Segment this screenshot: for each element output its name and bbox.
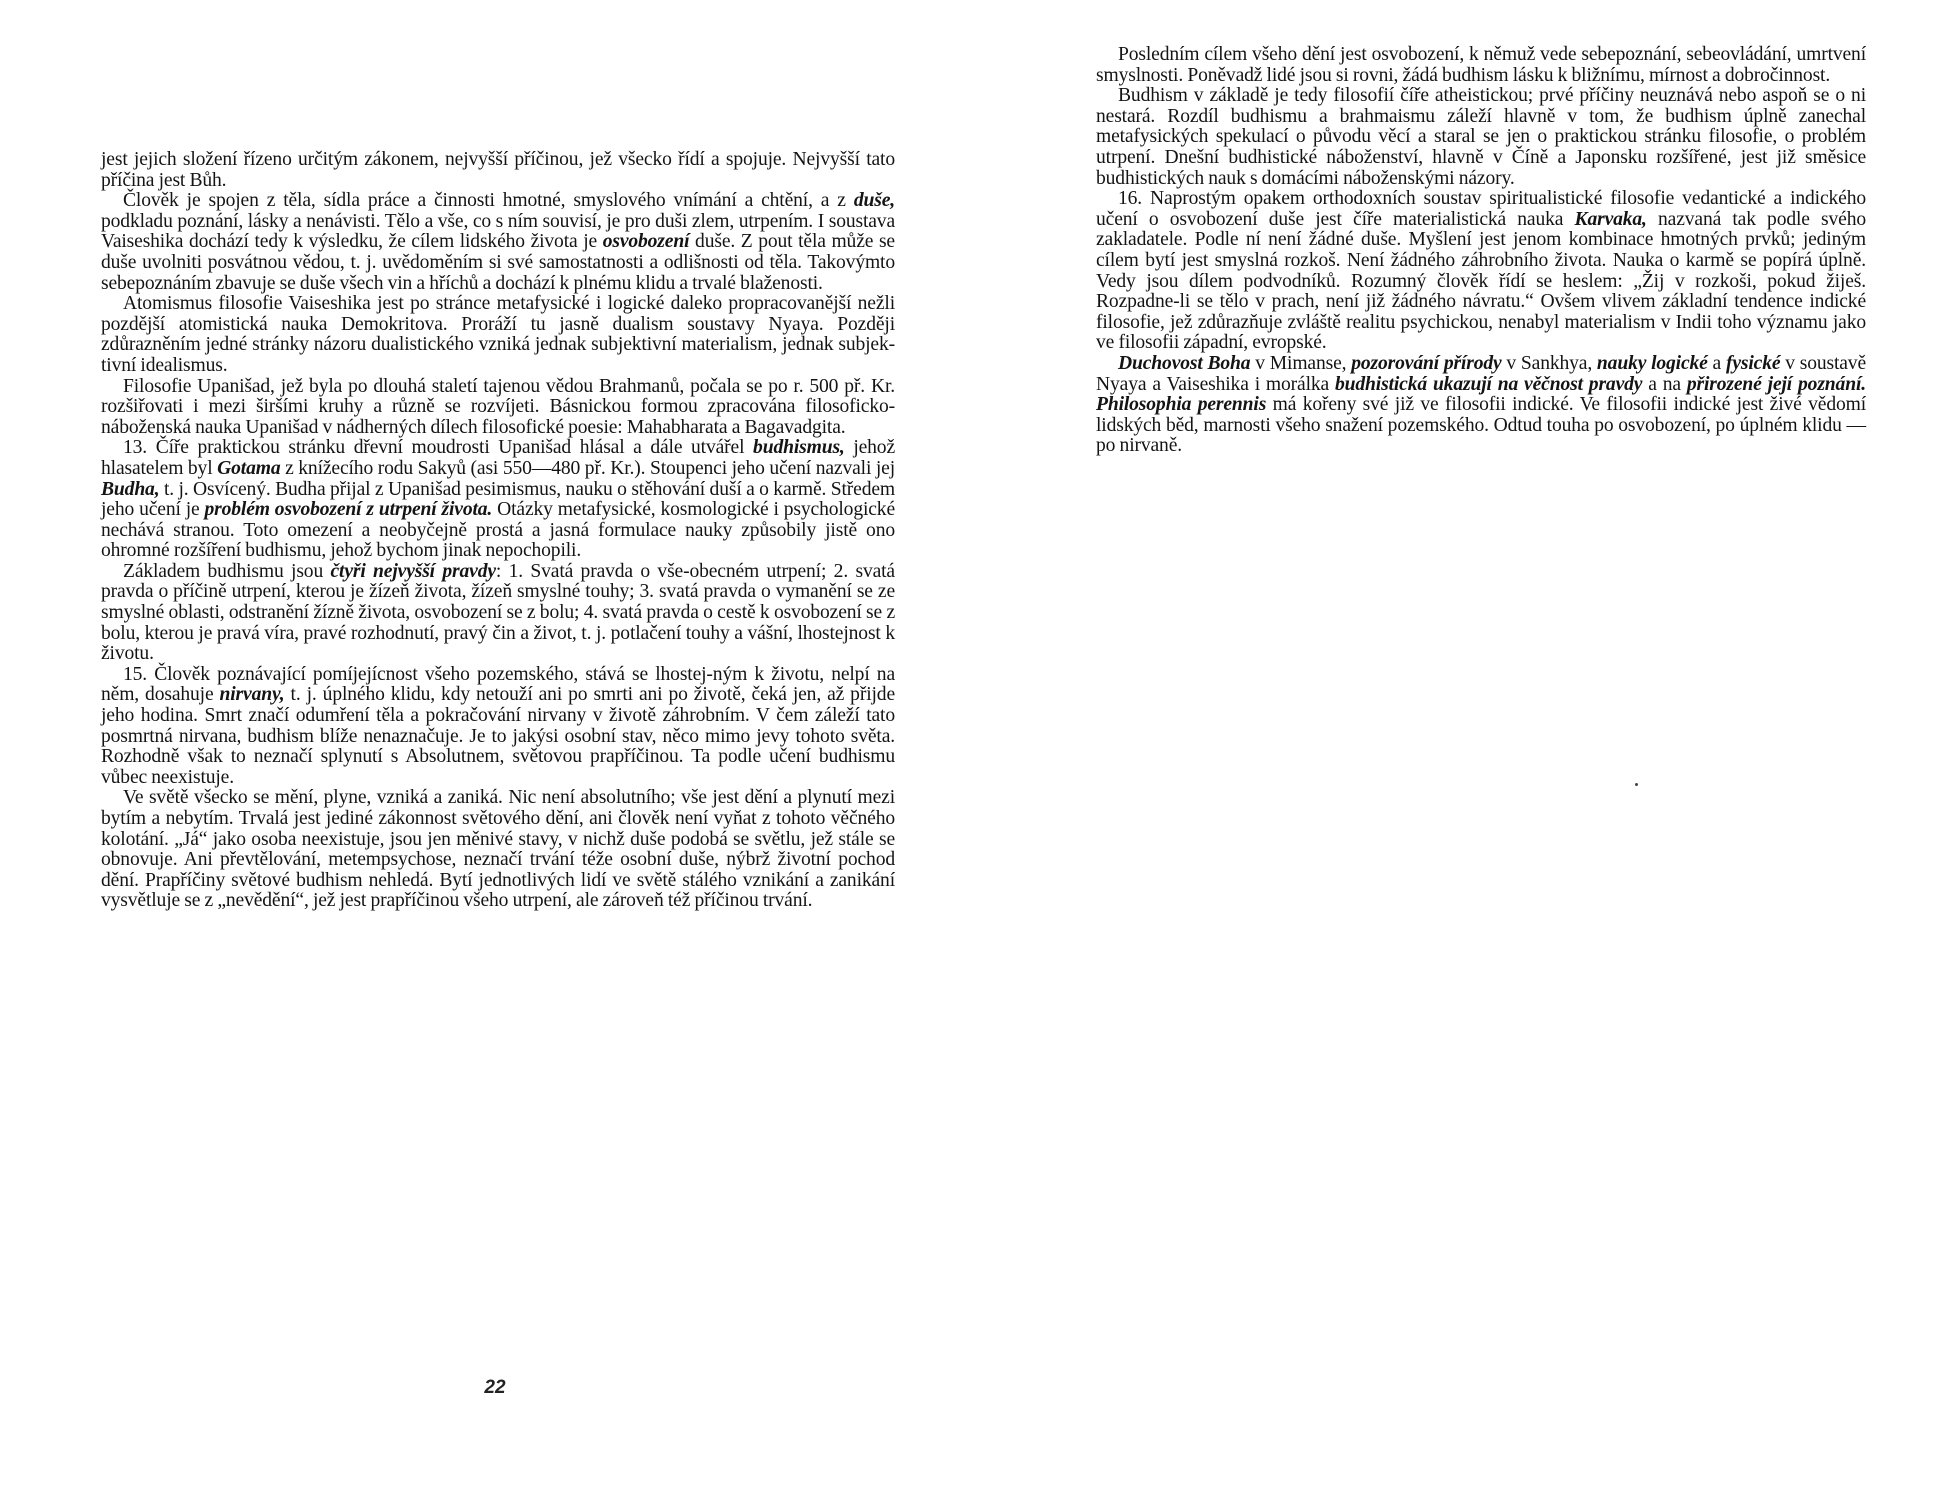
text-run: jehož hlasatelem byl bbox=[101, 437, 896, 479]
right-text-column bbox=[1096, 45, 1866, 457]
emphasized-text: problém osvobození z utrpení života. bbox=[204, 499, 493, 521]
emphasized-text: čtyři nejvyšší pravdy bbox=[330, 560, 496, 582]
text-run: Ve světě všecko se mění, plyne, vzniká a zaniká. Nic není absolutního; vše jest dění a plynutí mezi bytím a nebytím. Trvalá jest jediné zákonnost světového dění, ani člověk není vyňat z tohoto věčného kolotání. „Já“ jako osoba neexistuje, jsou jen měnivé stavy, v nichž duše podobá se světlu, jež stále se obnovuje. Ani převtělování, metempsychose, neznačí trvání téže osobní duše, nýbrž životní pochod dění. Prapříčiny světové budhism nehledá. Bytí jednotlivých lidí ve světě stálého vznikání a zanikání vysvětluje se z „nevědění“, jež jest prapříčinou všeho utrpení, ale zároveň též příčinou trvání. bbox=[101, 787, 895, 912]
text-run: Člověk je spojen z těla, sídla práce a činnosti hmotné, smyslového vnímání a chtění, a z bbox=[123, 190, 854, 212]
paragraph bbox=[1096, 86, 1866, 189]
text-run: má kořeny své již ve filosofii indické. Ve filosofii indické jest živé vědomí lidských běd, marnosti všeho snažení pozemského. Odtud touha po osvobození, po úplném klidu — po nirvaně. bbox=[1096, 394, 1866, 457]
paragraph bbox=[101, 294, 895, 376]
text-run: 13. Číře praktickou stránku dřevní moudrosti Upanišad hlásal a dále utvářel bbox=[123, 437, 754, 459]
text-run: podkladu poznání, lásky a nenávisti. Tělo a vše, co s ním souvisí, je pro duši zlem, utrpením. I soustava Vaiseshika dochází tedy k výsledku, že cílem lidského života je bbox=[101, 210, 895, 253]
emphasized-text: nauky logické bbox=[1596, 352, 1708, 374]
text-run: Základem budhismu jsou bbox=[123, 560, 331, 582]
paragraph bbox=[1096, 45, 1866, 86]
text-run: Posledním cílem všeho dění jest osvobození, k němuž vede sebepoznání, sebeovládání, umrtvení smyslnosti. Poněvadž lidé jsou si rovni, žádá budhism lásku k bližnímu, mírnost a dobročinnost. bbox=[1096, 44, 1866, 86]
emphasized-text: Duchovost Boha bbox=[1118, 352, 1251, 374]
text-run: Atomismus filosofie Vaiseshika jest po stránce metafysické i logické daleko propracovanější nežli pozdější atomistická nauka Demokritova. Proráží tu jasně dualism soustavy Nyaya. Později zdůrazněním jedné stránky názoru dualistického vzniká jednak subjektivní materialism, jednak subjek-tivní idealismus. bbox=[101, 293, 895, 376]
text-run: t. j. úplného klidu, kdy netouží ani po smrti ani po životě, čeká jen, až přijde jeho hodina. Smrt značí odumření těla a pokračování nirvany v životě záhrobním. V čem záleží tato posmrtná nirvana, budhism blíže nenaznačuje. Je to jakýsi osobní stav, něco mimo jevy tohoto světa. Rozhodně však to neznačí splynutí s Absolutnem, světovou prapříčinou. Ta podle učení budhismu vůbec neexistuje. bbox=[101, 684, 895, 788]
emphasized-text: Gotama bbox=[217, 457, 281, 479]
text-run: v soustavě Nyaya a Vaiseshika i morálka bbox=[1096, 352, 1866, 395]
emphasized-text: budhismus, bbox=[753, 437, 845, 459]
right-page bbox=[976, 0, 1952, 1501]
emphasized-text: fysické bbox=[1725, 352, 1781, 374]
text-run: 15. Člověk poznávající pomíjejícnost všeho pozemského, stává se lhostej-ným k životu, nelpí na něm, dosahuje bbox=[101, 663, 895, 706]
text-run: a bbox=[1707, 352, 1726, 374]
paragraph-section-16 bbox=[1096, 189, 1866, 354]
emphasized-text: pozorování přírody bbox=[1351, 352, 1502, 374]
text-run: a na bbox=[1642, 373, 1687, 395]
page-number: 22 bbox=[484, 1377, 506, 1398]
paragraph bbox=[101, 788, 895, 912]
emphasized-text: Karvaka, bbox=[1574, 208, 1647, 230]
paragraph bbox=[101, 150, 895, 191]
text-run: jest jejich složení řízeno určitým zákonem, nejvyšší příčinou, jež všecko řídí a spojuje. Nejvyšší tato příčina jest Bůh. bbox=[101, 149, 895, 191]
emphasized-text: budhistická ukazují na věčnost pravdy bbox=[1335, 373, 1643, 395]
emphasized-text: Philosophia perennis bbox=[1096, 394, 1267, 416]
text-run: : 1. Svatá pravda o vše-obecném utrpení; 2. svatá pravda o příčině utrpení, kterou je žízeň života, žízeň smyslné touhy; 3. svatá pravda o vymanění se ze smyslné oblasti, odstranění žízně života, osvobození se z bolu; 4. svatá pravda o cestě k osvobození se z bolu, kterou je pravá víra, pravé rozhodnutí, pravý čin a život, t. j. potlačení touhy a vášní, lhostejnost k životu. bbox=[101, 560, 895, 665]
text-run: 16. Naprostým opakem orthodoxních soustav spiritualistické filosofie vedantické a indického učení o osvobození duše jest číře materialistická nauka bbox=[1096, 188, 1866, 230]
emphasized-text: přirozené její poznání. bbox=[1686, 373, 1866, 395]
text-run: v Mimanse, bbox=[1250, 352, 1352, 374]
text-run: nazvaná tak podle svého zakladatele. Podle ní není žádné duše. Myšlení jest jenom kombinace hmotných prvků; jediným cílem bytí jest smyslná rozkoš. Není žádného záhrobního života. Nauka o karmě se popírá úplně. Vedy jsou dílem podvodníků. Rozumný člověk řídí se heslem: „Žij v rozkoši, pokud žiješ. Rozpadne-li se tělo v prach, není již žádného návratu.“ Ovšem vlivem základní tendence indické filosofie, jež zdůrazňuje zvláště realitu psychickou, nenabyl materialism v Indii toho významu jako ve filosofii západní, evropské. bbox=[1096, 208, 1866, 354]
text-run: Budhism v základě je tedy filosofií číře atheistickou; prvé příčiny neuznává nebo aspoň se o ni nestará. Rozdíl budhismu a brahmaismu záleží hlavně v tom, že budhism úplně zanechal metafysických spekulací o původu věcí a staral se jen o praktickou stránku filosofie, o problém utrpení. Dnešní budhistické náboženství, hlavně v Číně a Japonsku rozšířené, jest již směsice budhistických nauk s domácími náboženskými názory. bbox=[1096, 85, 1866, 189]
text-run: Filosofie Upanišad, jež byla po dlouhá staletí tajenou vědou Brahmanů, počala se po r. 500 př. Kr. rozšiřovati i mezi širšími kruhy a různě se rozvíjeti. Básnickou formou zpracována filosoficko-náboženská nauka Upanišad v nádherných dílech filosofické poesie: Mahabharata a Bagavadgita. bbox=[101, 375, 895, 438]
text-run: z knížecího rodu Sakyů (asi 550—480 př. Kr.). Stoupenci jeho učení nazvali jej bbox=[280, 457, 896, 479]
paragraph-section-15 bbox=[101, 665, 895, 789]
paragraph-section-13 bbox=[101, 438, 895, 562]
text-run: v Sankhya, bbox=[1501, 352, 1597, 374]
emphasized-text: Budha, bbox=[101, 478, 160, 500]
paragraph bbox=[1096, 354, 1866, 457]
text-run: Otázky metafysické, kosmologické i psychologické nechává stranou. Toto omezení a neobyčejně prostá a jasná formulace nauky způsobily jistě ono ohromné rozšíření budhismu, jehož bychom jinak nepochopili. bbox=[101, 499, 896, 562]
text-run: t. j. Osvícený. Budha přijal z Upanišad pesimismus, nauku o stěhování duší a o karmě. Středem jeho učení je bbox=[101, 478, 895, 521]
text-run: duše. Z pout těla může se duše uvolniti posvátnou vědou, t. j. uvědoměním si své samostatnosti a odlišnosti od těla. Takovýmto sebepoznáním zbavuje se duše všech vin a hříchů a dochází k plnému klidu a trvalé blaženosti. bbox=[101, 231, 895, 294]
left-text-column bbox=[101, 150, 895, 912]
emphasized-text: osvobození bbox=[602, 231, 690, 253]
paragraph bbox=[101, 377, 895, 439]
print-speck bbox=[1635, 783, 1638, 786]
paragraph bbox=[101, 562, 895, 665]
emphasized-text: duše, bbox=[853, 190, 895, 212]
paragraph bbox=[101, 191, 895, 294]
emphasized-text: nirvany, bbox=[219, 684, 285, 706]
